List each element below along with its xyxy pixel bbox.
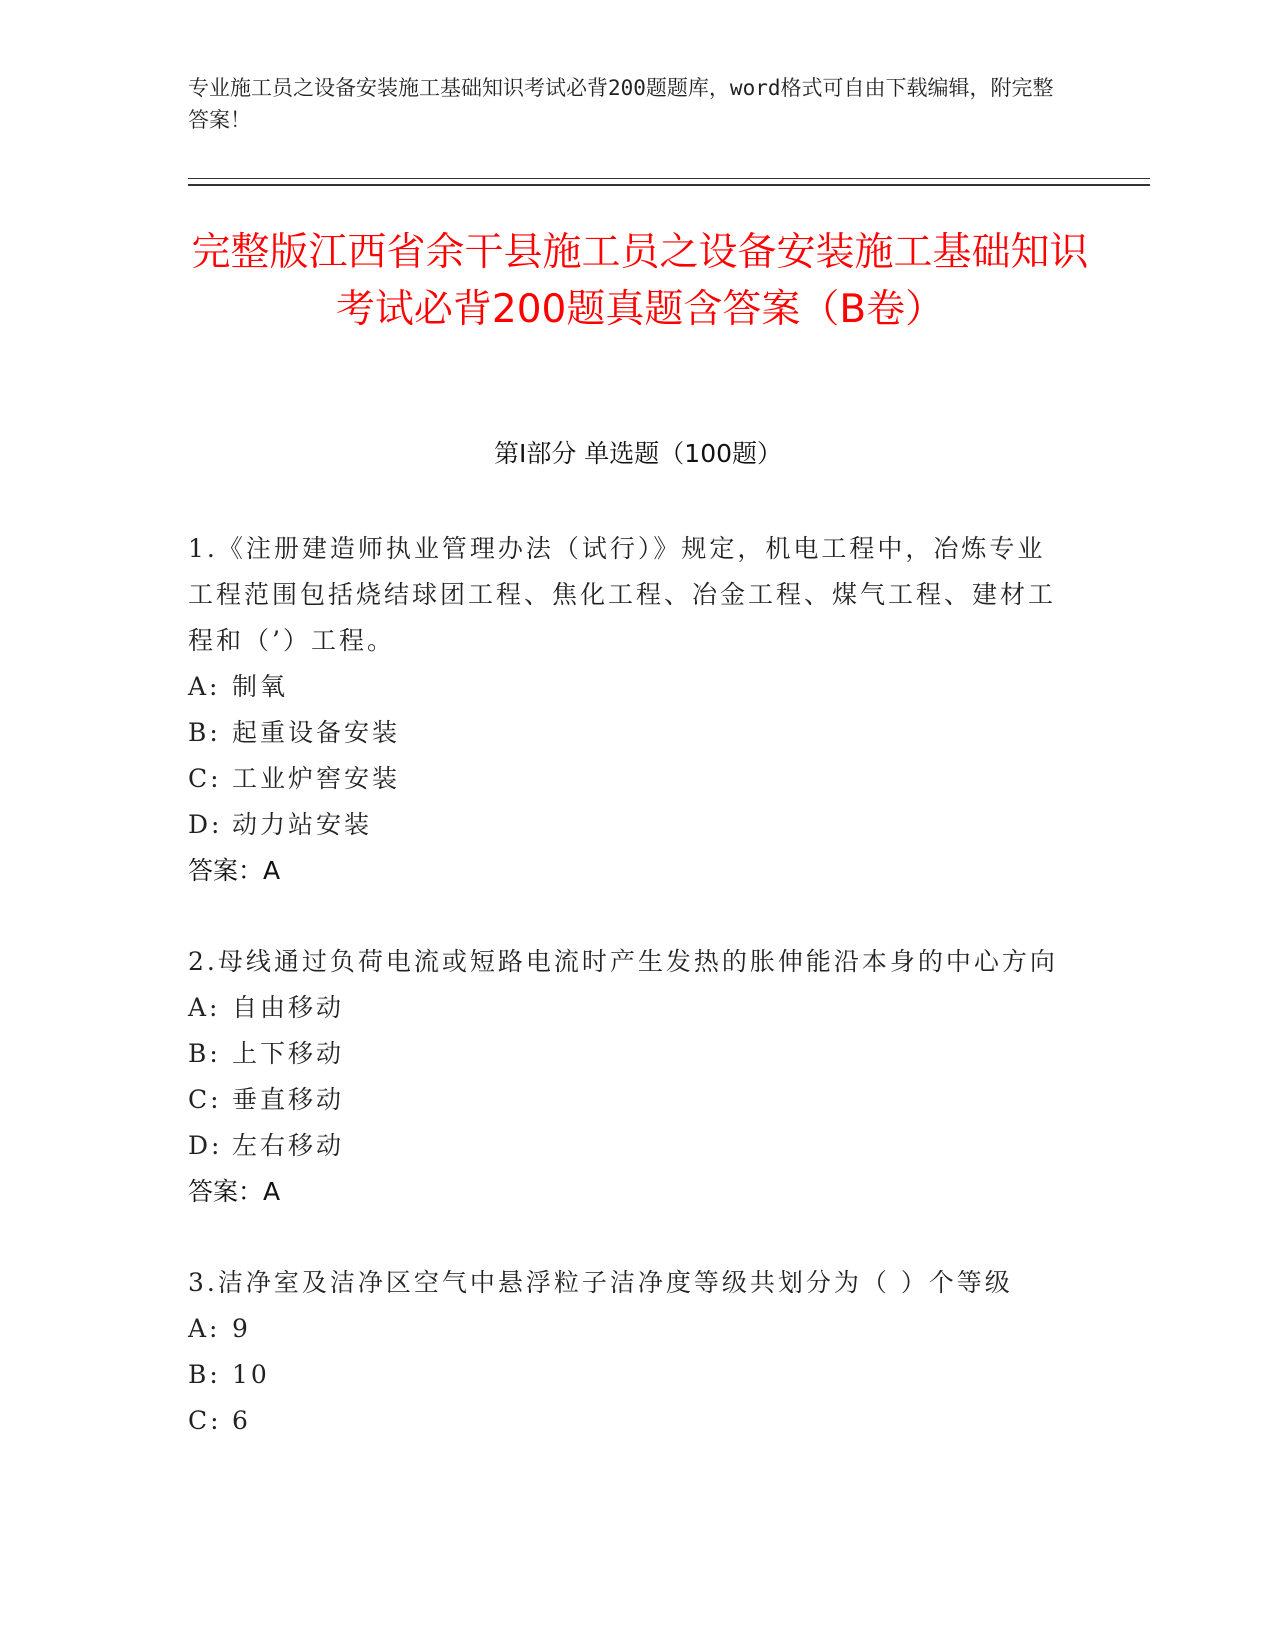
question-list xyxy=(188,526,1068,1489)
option-c xyxy=(188,1398,1068,1444)
header-rule xyxy=(188,178,1150,186)
option-letter: B: xyxy=(188,1360,221,1389)
section-title: 第I部分 单选题（100题） xyxy=(493,439,783,468)
document-title: 完整版江西省余干县施工员之设备安装施工基础知识考试必背200题真题含答案（B卷） xyxy=(191,230,1089,332)
option-text: 工业炉窖安装 xyxy=(232,764,401,793)
option-text: 制氧 xyxy=(232,672,289,701)
option-a xyxy=(188,664,1068,710)
option-letter: A: xyxy=(188,672,221,701)
option-text: 上下移动 xyxy=(232,1039,345,1068)
option-letter: C: xyxy=(188,1085,222,1114)
answer-line: 答案：A xyxy=(188,856,281,885)
option-b xyxy=(188,1031,1068,1077)
option-letter: A: xyxy=(188,993,221,1022)
option-text: 起重设备安装 xyxy=(232,718,401,747)
option-a xyxy=(188,985,1068,1031)
option-text: 6 xyxy=(232,1406,251,1435)
question-stem: 2.母线通过负荷电流或短路电流时产生发热的胀伸能沿本身的中心方向 xyxy=(188,947,1058,976)
option-letter: D: xyxy=(188,1131,223,1160)
question-stem: 1.《注册建造师执业管理办法（试行）》规定，机电工程中，冶炼专业工程范围包括烧结球团工程、焦化工程、冶金工程、煤气工程、建材工程和（’）工程。 xyxy=(188,534,1057,655)
option-letter: A: xyxy=(188,1314,221,1343)
option-text: 自由移动 xyxy=(232,993,345,1022)
option-b xyxy=(188,1352,1068,1398)
option-text: 9 xyxy=(232,1314,251,1343)
option-text: 垂直移动 xyxy=(232,1085,345,1114)
header-note: 专业施工员之设备安装施工基础知识考试必背200题题库，word格式可自由下载编辑，附完整答案！ xyxy=(188,76,1054,132)
question-stem: 3.洁净室及洁净区空气中悬浮粒子洁净度等级共划分为（ ）个等级 xyxy=(188,1268,1013,1297)
option-d xyxy=(188,1123,1068,1169)
question-3 xyxy=(188,1260,1068,1444)
option-c xyxy=(188,756,1068,802)
option-letter: C: xyxy=(188,1406,222,1435)
answer-line: 答案：A xyxy=(188,1177,281,1206)
option-d xyxy=(188,802,1068,848)
option-letter: B: xyxy=(188,1039,221,1068)
option-letter: B: xyxy=(188,718,221,747)
option-a xyxy=(188,1306,1068,1352)
question-2 xyxy=(188,939,1068,1215)
question-1 xyxy=(188,526,1068,894)
option-letter: C: xyxy=(188,764,222,793)
option-b xyxy=(188,710,1068,756)
option-letter: D: xyxy=(188,810,223,839)
option-text: 动力站安装 xyxy=(232,810,373,839)
option-c xyxy=(188,1077,1068,1123)
option-text: 左右移动 xyxy=(232,1131,345,1160)
option-text: 10 xyxy=(232,1360,270,1389)
